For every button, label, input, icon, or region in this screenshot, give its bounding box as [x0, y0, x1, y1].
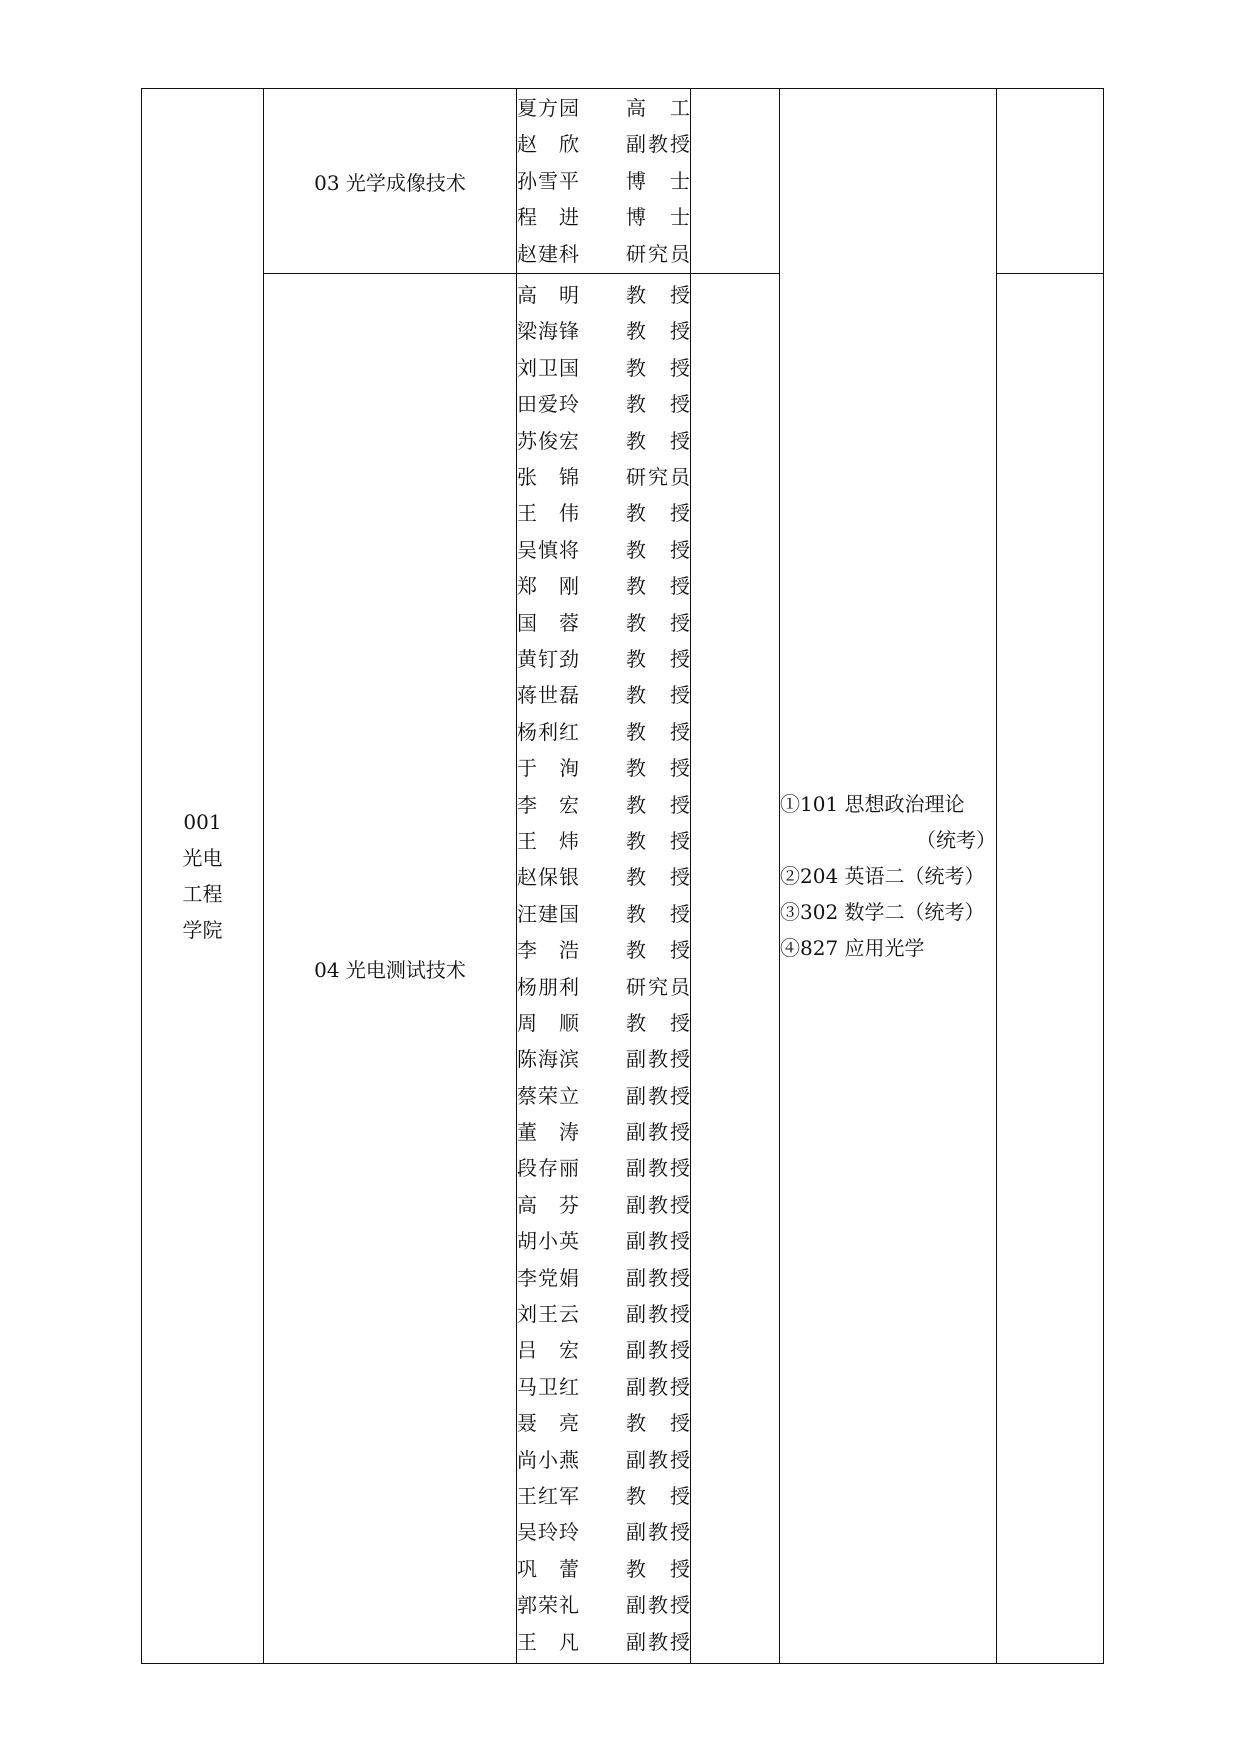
teacher-name: 赵 建 科 [517, 241, 579, 266]
teacher-row [517, 932, 690, 968]
direction-cell: 03 光学成像技术 [264, 89, 517, 274]
college-code: 001 [183, 810, 222, 834]
teacher-title: 副 教 授 [626, 1120, 690, 1145]
teacher-title: 教 授 [626, 501, 690, 526]
teacher-name: 周 顺 [517, 1010, 579, 1035]
teacher-title: 副 教 授 [626, 1520, 690, 1545]
teacher-name: 王 炜 [517, 828, 579, 853]
empty-cell [691, 89, 780, 274]
teacher-row [517, 823, 690, 859]
teacher-name: 杨 利 红 [517, 719, 579, 744]
teacher-name: 刘 卫 国 [517, 355, 579, 380]
teacher-row [517, 1514, 690, 1550]
teacher-row [517, 1442, 690, 1478]
teacher-title: 教 授 [626, 1483, 690, 1508]
teacher-title: 教 授 [626, 428, 690, 453]
teacher-name: 于 洵 [517, 756, 579, 781]
teacher-row [517, 199, 690, 235]
teacher-title: 教 授 [626, 938, 690, 963]
teacher-title: 教 授 [626, 828, 690, 853]
teacher-title: 教 授 [626, 610, 690, 635]
teacher-name: 黄 钉 劲 [517, 646, 579, 671]
teacher-name: 蔡 荣 立 [517, 1083, 579, 1108]
teacher-row [517, 423, 690, 459]
teacher-name: 吴 玲 玲 [517, 1520, 579, 1545]
teacher-title: 副 教 授 [626, 1229, 690, 1254]
teacher-title: 教 授 [626, 319, 690, 344]
teacher-name: 巩 蕾 [517, 1556, 579, 1581]
teacher-name: 国 蓉 [517, 610, 579, 635]
teacher-name: 高 芬 [517, 1192, 579, 1217]
teacher-name: 李 宏 [517, 792, 579, 817]
teacher-title: 教 授 [626, 1010, 690, 1035]
teacher-row [517, 1187, 690, 1223]
teacher-title: 教 授 [626, 1411, 690, 1436]
teacher-name: 高 明 [517, 283, 579, 308]
teacher-row [517, 90, 690, 126]
exam-subject: ①101 思想政治理论 [780, 792, 965, 816]
teacher-row [517, 459, 690, 495]
teacher-row [517, 605, 690, 641]
teacher-title: 教 授 [626, 683, 690, 708]
teacher-row [517, 1223, 690, 1259]
teacher-row [517, 313, 690, 349]
college-name-line: 光电 [182, 846, 223, 870]
teacher-name: 李 浩 [517, 938, 579, 963]
teachers-cell [517, 274, 691, 1664]
teacher-row [517, 1587, 690, 1623]
teacher-title: 教 授 [626, 792, 690, 817]
teacher-row [517, 163, 690, 199]
teacher-name: 赵 保 银 [517, 865, 579, 890]
empty-cell [997, 274, 1104, 1664]
teacher-name: 吴 慎 将 [517, 537, 579, 562]
teacher-row [517, 1114, 690, 1150]
teacher-row [517, 677, 690, 713]
exam-subject: ③302 数学二（统考） [780, 900, 985, 924]
teacher-title: 教 授 [626, 283, 690, 308]
teacher-row [517, 1296, 690, 1332]
college-name-line: 工程 [182, 882, 223, 906]
teacher-name: 段 存 丽 [517, 1156, 579, 1181]
teacher-row [517, 750, 690, 786]
teacher-row [517, 1624, 690, 1660]
teacher-name: 梁 海 锋 [517, 319, 579, 344]
teacher-name: 程 进 [517, 205, 579, 230]
teacher-name: 刘 王 云 [517, 1302, 579, 1327]
teacher-row [517, 1551, 690, 1587]
teacher-name: 董 涛 [517, 1120, 579, 1145]
teacher-row [517, 386, 690, 422]
teacher-title: 教 授 [626, 646, 690, 671]
teacher-name: 马 卫 红 [517, 1374, 579, 1399]
teacher-title: 研 究 员 [626, 974, 690, 999]
direction-cell: 04 光电测试技术 [264, 274, 517, 1664]
teacher-title: 教 授 [626, 901, 690, 926]
teacher-list [517, 277, 690, 1660]
teacher-name: 李 党 娟 [517, 1265, 579, 1290]
teacher-name: 王 红 军 [517, 1483, 579, 1508]
teacher-title: 副 教 授 [626, 1265, 690, 1290]
teacher-title: 教 授 [626, 537, 690, 562]
empty-cell [691, 274, 780, 1664]
teacher-title: 副 教 授 [626, 1447, 690, 1472]
teacher-title: 副 教 授 [626, 1593, 690, 1618]
empty-cell [997, 89, 1104, 274]
teacher-name: 蒋 世 磊 [517, 683, 579, 708]
exam-subject: ②204 英语二（统考） [780, 864, 985, 888]
teacher-row [517, 859, 690, 895]
exam-subjects-cell [780, 89, 997, 1664]
teacher-row [517, 1332, 690, 1368]
teacher-name: 孙 雪 平 [517, 168, 579, 193]
teacher-title: 副 教 授 [626, 1302, 690, 1327]
teacher-name: 郑 刚 [517, 574, 579, 599]
teacher-list [517, 90, 690, 272]
teacher-row [517, 969, 690, 1005]
table-row [142, 89, 1104, 274]
teacher-name: 郭 荣 礼 [517, 1593, 579, 1618]
program-table [141, 88, 1104, 1664]
teacher-row [517, 532, 690, 568]
teachers-cell [517, 89, 691, 274]
teacher-row [517, 568, 690, 604]
teacher-title: 教 授 [626, 865, 690, 890]
teacher-name: 聂 亮 [517, 1411, 579, 1436]
teacher-name: 汪 建 国 [517, 901, 579, 926]
teacher-row [517, 350, 690, 386]
teacher-title: 副 教 授 [626, 1338, 690, 1363]
teacher-row [517, 787, 690, 823]
teacher-title: 研 究 员 [626, 465, 690, 490]
teacher-title: 教 授 [626, 392, 690, 417]
teacher-title: 教 授 [626, 719, 690, 744]
teacher-title: 教 授 [626, 756, 690, 781]
teacher-name: 王 伟 [517, 501, 579, 526]
teacher-row [517, 714, 690, 750]
exam-subject-continuation: （统考） [916, 828, 996, 852]
teacher-row [517, 896, 690, 932]
teacher-title: 博 士 [626, 168, 690, 193]
teacher-row [517, 277, 690, 313]
teacher-row [517, 1369, 690, 1405]
teacher-row [517, 1478, 690, 1514]
teacher-row [517, 641, 690, 677]
college-name-line: 学院 [182, 918, 223, 942]
teacher-title: 教 授 [626, 574, 690, 599]
exam-subject: ④827 应用光学 [780, 936, 925, 960]
teacher-name: 苏 俊 宏 [517, 428, 579, 453]
teacher-name: 赵 欣 [517, 132, 579, 157]
teacher-name: 吕 宏 [517, 1338, 579, 1363]
teacher-row [517, 1405, 690, 1441]
teacher-title: 副 教 授 [626, 1374, 690, 1399]
college-cell [142, 89, 264, 1664]
teacher-name: 夏 方 园 [517, 96, 579, 121]
teacher-name: 王 凡 [517, 1629, 579, 1654]
teacher-title: 副 教 授 [626, 1047, 690, 1072]
teacher-name: 尚 小 燕 [517, 1447, 579, 1472]
teacher-name: 田 爱 玲 [517, 392, 579, 417]
teacher-row [517, 1260, 690, 1296]
teacher-row [517, 1005, 690, 1041]
teacher-title: 教 授 [626, 355, 690, 380]
teacher-title: 副 教 授 [626, 1192, 690, 1217]
teacher-title: 副 教 授 [626, 1156, 690, 1181]
teacher-title: 副 教 授 [626, 132, 690, 157]
teacher-row [517, 1150, 690, 1186]
teacher-title: 博 士 [626, 205, 690, 230]
teacher-title: 高 工 [626, 96, 690, 121]
teacher-name: 胡 小 英 [517, 1229, 579, 1254]
teacher-row [517, 126, 690, 162]
teacher-title: 副 教 授 [626, 1083, 690, 1108]
teacher-title: 副 教 授 [626, 1629, 690, 1654]
teacher-name: 张 锦 [517, 465, 579, 490]
teacher-row [517, 1041, 690, 1077]
teacher-name: 杨 朋 利 [517, 974, 579, 999]
teacher-row [517, 236, 690, 272]
teacher-row [517, 495, 690, 531]
teacher-title: 研 究 员 [626, 241, 690, 266]
teacher-name: 陈 海 滨 [517, 1047, 579, 1072]
teacher-row [517, 1078, 690, 1114]
teacher-title: 教 授 [626, 1556, 690, 1581]
